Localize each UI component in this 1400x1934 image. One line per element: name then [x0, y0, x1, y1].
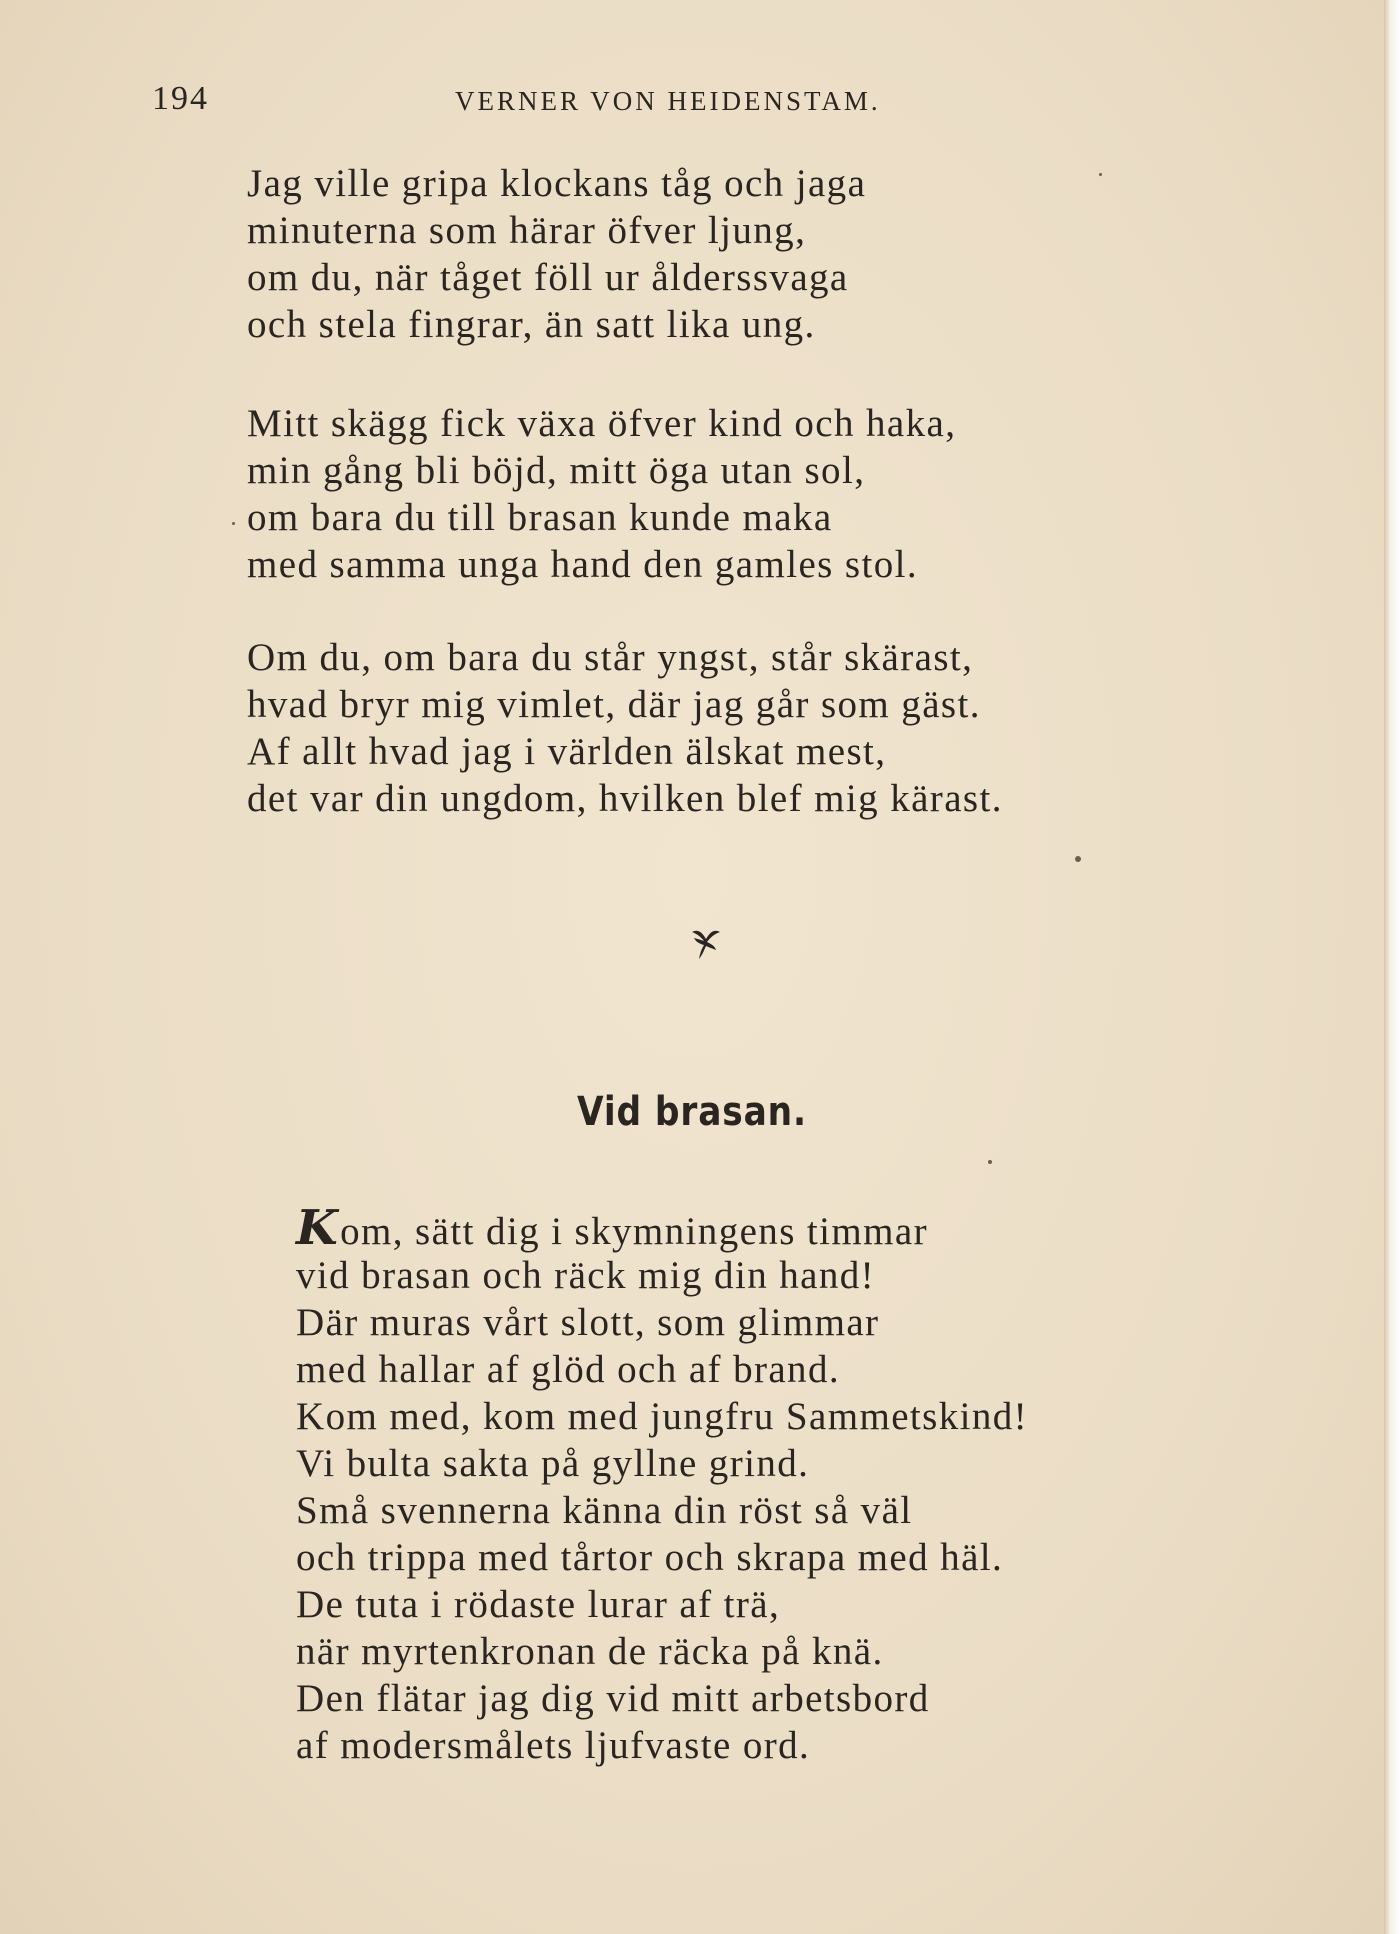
verse-line: Jag ville gripa klockans tåg och jaga	[247, 162, 867, 205]
first-line-text: om, sätt dig i skymningens timmar	[340, 1210, 928, 1253]
paper-speck	[1075, 856, 1081, 862]
verse-line: minuterna som härar öfver ljung,	[247, 209, 807, 252]
paper-speck	[988, 1160, 992, 1164]
first-verse-line	[296, 1200, 1028, 1256]
paper-speck	[232, 522, 235, 525]
verse-line: om bara du till brasan kunde maka	[247, 496, 833, 539]
verse-line: Den flätar jag dig vid mitt arbetsbord	[296, 1677, 930, 1720]
stanza-1	[247, 160, 866, 348]
fleuron-icon	[689, 926, 723, 962]
verse-line: om du, när tåget föll ur ålderssvaga	[247, 256, 849, 299]
verse-line: Vi bulta sakta på gyllne grind.	[296, 1442, 810, 1485]
running-head: VERNER VON HEIDENSTAM.	[455, 86, 881, 116]
poem-body	[296, 1200, 1029, 1816]
verse-line: Mitt skägg fick växa öfver kind och haka,	[247, 402, 957, 445]
verse-line: och stela fingrar, än satt lika ung.	[247, 303, 816, 346]
poem-title: Vid brasan.	[577, 1089, 807, 1135]
verse-line: hvad bryr mig vimlet, där jag går som gäst.	[247, 683, 981, 726]
verse-line: med hallar af glöd och af brand.	[296, 1348, 841, 1391]
verse-line: vid brasan och räck mig din hand!	[296, 1254, 876, 1297]
stanza-3	[247, 634, 1003, 822]
paper-speck	[1099, 173, 1102, 176]
verse-line: De tuta i rödaste lurar af trä,	[296, 1583, 781, 1626]
page-edge	[1384, 0, 1400, 1934]
verse-line: Små svennerna känna din röst så väl	[296, 1489, 913, 1532]
verse-line: Af allt hvad jag i världen älskat mest,	[247, 730, 887, 773]
verse-line: Där muras vårt slott, som glimmar	[296, 1301, 880, 1344]
verse-line: när myrtenkronan de räcka på knä.	[296, 1630, 884, 1673]
page-header	[0, 80, 1384, 120]
verse-line: Kom med, kom med jungfru Sammetskind!	[296, 1395, 1029, 1438]
page-number: 194	[152, 80, 209, 117]
stanza-2	[247, 400, 956, 588]
verse-line: min gång bli böjd, mitt öga utan sol,	[247, 449, 866, 492]
verse-line: det var din ungdom, hvilken blef mig kärast.	[247, 777, 1003, 820]
verse-line: med samma unga hand den gamles stol.	[247, 543, 919, 586]
verse-line: af modersmålets ljufvaste ord.	[296, 1724, 811, 1767]
drop-cap: K	[296, 1200, 340, 1256]
verse-line	[296, 1769, 1028, 1816]
verse-line: Om du, om bara du står yngst, står skärast,	[247, 636, 974, 679]
verse-line: och trippa med tårtor och skrapa med häl.	[296, 1536, 1004, 1579]
